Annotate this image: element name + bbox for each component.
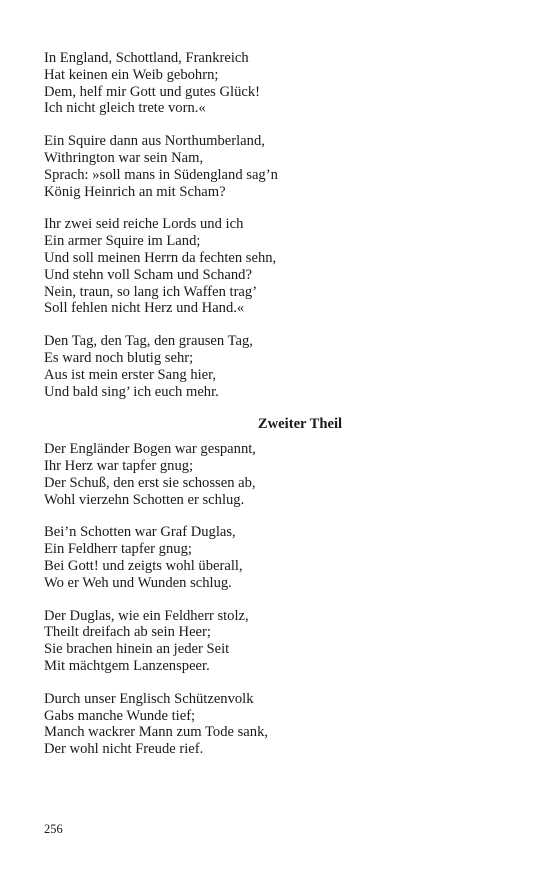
section-heading: Zweiter Theil [257,416,343,433]
stanza [44,133,514,200]
verse-line: Bei Gott! und zeigts wohl überall, [44,557,243,574]
verse-line: Ich nicht gleich trete vorn.« [44,100,206,117]
verse-line: Und soll meinen Herrn da fechten sehn, [44,249,277,266]
verse-line: Den Tag, den Tag, den grausen Tag, [44,333,253,350]
verse-line: Dem, helf mir Gott und gutes Glück! [44,83,261,100]
verse-line: Aus ist mein erster Sang hier, [44,366,217,383]
stanza [44,333,514,400]
stanza [44,50,514,117]
page-body [44,50,514,774]
verse-line: Der wohl nicht Freude rief. [44,741,204,758]
verse-line: Ein armer Squire im Land; [44,233,201,250]
verse-line: Gabs manche Wunde tief; [44,707,196,724]
stanza [44,441,514,508]
stanza [44,524,514,591]
verse-line: Der Duglas, wie ein Feldherr stolz, [44,607,249,624]
verse-line: Der Schuß, den erst sie schossen ab, [44,474,256,491]
verse-line: Soll fehlen nicht Herz und Hand.« [44,300,245,317]
verse-line: Nein, traun, so lang ich Waffen trag’ [44,283,258,300]
verse-line: Wohl vierzehn Schotten er schlug. [44,491,245,508]
page-number: 256 [44,822,63,836]
verse-line: In England, Schottland, Frankreich [44,50,249,66]
verse-line: König Heinrich an mit Scham? [44,183,226,200]
verse-line: Mit mächtgem Lanzenspeer. [44,657,210,674]
verse-line: Hat keinen ein Weib gebohrn; [44,66,219,83]
verse-line: Ihr zwei seid reiche Lords und ich [44,216,244,233]
verse-line: Ein Feldherr tapfer gnug; [44,541,192,558]
verse-line: Sie brachen hinein an jeder Seit [44,641,230,658]
verse-line: Es ward noch blutig sehr; [44,349,194,366]
stanza [44,216,514,317]
verse-line: Ihr Herz war tapfer gnug; [44,457,194,474]
verse-line: Durch unser Englisch Schützenvolk [44,690,254,707]
verse-line: Und bald sing’ ich euch mehr. [44,383,219,400]
verse-line: Sprach: »soll mans in Südengland sag’n [44,166,278,183]
verse-line: Und stehn voll Scham und Schand? [44,266,252,283]
verse-line: Withrington war sein Nam, [44,149,204,166]
verse-line: Theilt dreifach ab sein Heer; [44,624,211,641]
stanza [44,608,514,675]
stanza [44,691,514,758]
verse-line: Ein Squire dann aus Northumberland, [44,133,265,150]
verse-line: Manch wackrer Mann zum Tode sank, [44,724,269,741]
verse-line: Wo er Weh und Wunden schlug. [44,574,232,591]
verse-line: Bei’n Schotten war Graf Duglas, [44,524,236,541]
verse-line: Der Engländer Bogen war gespannt, [44,441,256,458]
